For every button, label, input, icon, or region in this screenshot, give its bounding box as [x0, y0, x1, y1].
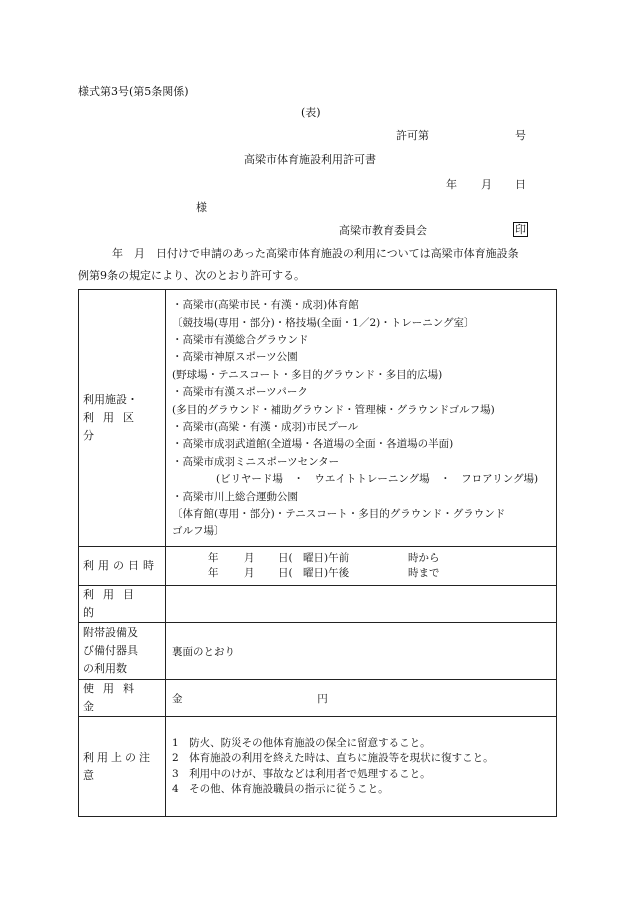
note-item: 1 防火、防災その他体育施設の保全に留意すること。 [172, 736, 431, 749]
facilities-list [166, 290, 557, 547]
datetime-label: 利用の日時 [79, 547, 166, 586]
facility-line: 〔競技場(専用・部分)・格技場(全面・1／2)・トレーニング室〕 [172, 316, 475, 329]
date-month: 月 [481, 178, 492, 191]
fee-value [166, 680, 557, 717]
note-item: 3 利用中のけが、事故などは利用者で処理すること。 [172, 767, 431, 780]
addressee-suffix: 様 [196, 201, 207, 214]
facility-line: ゴルフ場〕 [172, 525, 225, 538]
purpose-value [166, 586, 557, 623]
facility-line: ・高梁市有漢スポーツパーク [172, 386, 308, 399]
row-equipment [79, 623, 557, 680]
facilities-label [79, 290, 166, 547]
facilities-label-line-2: 利用区分 [83, 411, 143, 442]
issuer-name: 高梁市教育委員会 [339, 224, 427, 237]
facility-line: 〔体育館(専用・部分)・テニスコート・多目的グラウンド・グラウンド [172, 508, 506, 521]
permit-number-label: 許可第 [396, 129, 429, 142]
datetime-line-2: 年 月 日( 曜日)午後 時まで [208, 567, 440, 579]
facility-line: ・高梁市(高梁・有漢・成羽)市民プール [172, 421, 359, 433]
facility-line: (多目的グラウンド・補助グラウンド・管理棟・グラウンドゴルフ場) [172, 403, 495, 416]
facility-line: ・高梁市成羽武道館(全道場・各道場の全面・各道場の半面) [172, 438, 454, 451]
facilities-label-line-1: 利用施設・ [83, 393, 138, 406]
facility-line: ・高梁市有漢総合グラウンド [172, 333, 309, 346]
date-day: 日 [515, 178, 526, 191]
equipment-value: 裏面のとおり [166, 623, 557, 680]
intro-line-2: 例第9条の規定により、次のとおり許可する。 [78, 269, 305, 282]
fee-unit: 円 [317, 692, 328, 705]
seal-mark: 印 [515, 223, 526, 236]
purpose-label: 利用目的 [79, 586, 166, 623]
facility-line: (野球場・テニスコート・多目的グラウンド・多目的広場) [172, 368, 443, 381]
facility-line: ・高梁市(高梁市民・有漢・成羽)体育館 [172, 299, 359, 312]
form-number: 様式第3号(第5条関係) [78, 85, 189, 98]
notes-label: 利用上の注 意 [79, 717, 166, 817]
fee-label: 使用料金 [79, 680, 166, 717]
row-facilities [79, 290, 557, 547]
row-datetime [79, 547, 557, 586]
date-year: 年 [446, 178, 457, 191]
notes-list [166, 717, 557, 817]
row-purpose [79, 586, 557, 623]
row-notes [79, 717, 557, 817]
equipment-label: 附帯設備及 び備付器具 の利用数 [79, 623, 166, 680]
facility-line: ・高梁市川上総合運動公園 [172, 490, 298, 503]
fee-prefix: 金 [172, 692, 183, 705]
row-fee [79, 680, 557, 717]
datetime-value [166, 547, 557, 586]
note-item: 4 その他、体育施設職員の指示に従うこと。 [172, 783, 389, 795]
intro-line-1: 年 月 日付けで申請のあった高梁市体育施設の利用については高梁市体育施設条 [112, 247, 519, 260]
permit-table [78, 289, 557, 817]
facility-line: ・高梁市成羽ミニスポーツセンター [172, 455, 340, 468]
datetime-line-1: 年 月 日( 曜日)午前 時から [208, 552, 440, 564]
side-label: (表) [301, 106, 321, 119]
permit-number-suffix: 号 [515, 129, 526, 142]
facility-line: (ビリヤード場 ・ ウエイトトレーニング場 ・ フロアリング場) [216, 473, 539, 486]
note-item: 2 体育施設の利用を終えた時は、直ちに施設等を現状に復すこと。 [172, 752, 494, 764]
document-title: 高梁市体育施設利用許可書 [244, 153, 376, 166]
facility-line: ・高梁市神原スポーツ公園 [172, 351, 298, 364]
